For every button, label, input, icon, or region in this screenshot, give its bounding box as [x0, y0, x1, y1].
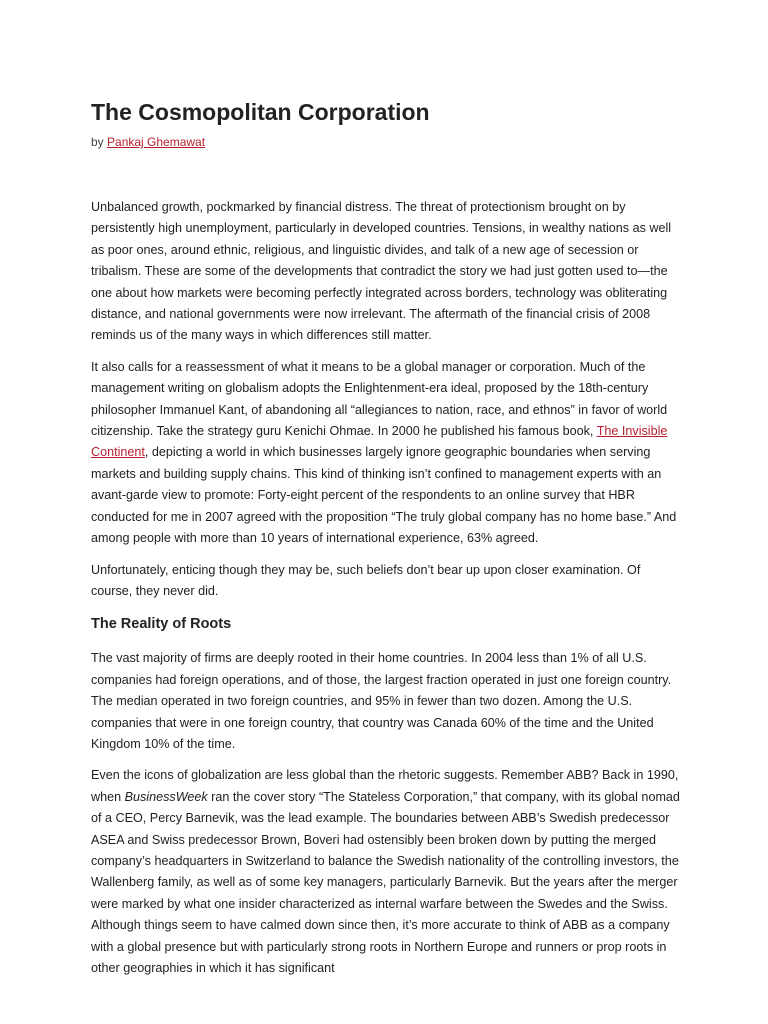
paragraph-4: The vast majority of firms are deeply rooted in their home countries. In 2004 less than 1% of all U.S. companies had foreign operations, and of those, the largest fraction operated in just one foreign country. The median operated in two foreign countries, and 95% in fewer than two dozen. Among the U.S. companies that were in one foreign country, that country was Canada 60% of the time and the United Kingdom 10% of the time. — [91, 651, 672, 751]
byline-prefix: by — [91, 135, 108, 149]
paragraph-5-text-a: Even the icons of globalization are less global than the rhetoric suggests. Remember ABB? Back in 1990, when — [91, 768, 679, 804]
article — [91, 98, 681, 989]
paragraph-1: Unbalanced growth, pockmarked by financial distress. The threat of protectionism brought on by persistently high unemployment, particularly in developed countries. Tensions, in wealthy nations as well as poor ones, around ethnic, religious, and linguistic divides, and talk of a new age of secession or tribalism. These are some of the developments that contradict the story we had just gotten used to—the one about how markets were becoming perfectly integrated across borders, technology was obliterating distance, and national governments were now irrelevant. The aftermath of the financial crisis of 2008 reminds us of the many ways in which differences still matter. — [91, 200, 672, 343]
section-heading: The Reality of Roots — [91, 616, 232, 633]
invisible-continent-link[interactable]: The Invisible Continent — [91, 424, 668, 460]
paragraph-2 — [91, 357, 681, 550]
paragraph-5 — [91, 765, 681, 979]
author-link[interactable]: Pankaj Ghemawat — [107, 135, 206, 149]
paragraph-3: Unfortunately, enticing though they may be, such beliefs don’t bear up upon closer examination. Of course, they never did. — [91, 562, 641, 598]
article-title: The Cosmopolitan Corporation — [91, 99, 430, 125]
paragraph-2-text-b: , depicting a world in which businesses largely ignore geographic boundaries when serving markets and building supply chains. This kind of thinking isn’t confined to management experts with an avant-garde view to promote: Forty-eight percent of the respondents to an online survey that HBR conducted for me in 2007 agreed with the proposition “The truly global company has no home base.” And among people with more than 10 years of international experience, 63% agreed. — [91, 445, 677, 546]
byline — [91, 134, 681, 150]
businessweek-title: BusinessWeek — [124, 789, 208, 804]
article-body — [91, 197, 681, 979]
paragraph-2-text-a: It also calls for a reassessment of what it means to be a global manager or corporation. Much of the management writing on globalism adopts the Enlightenment-era ideal, proposed by the 18th-century philosopher Immanuel Kant, of abandoning all “allegiances to nation, race, and ethnos” in favor of world citizenship. Take the strategy guru Kenichi Ohmae. In 2000 he published his famous book, — [91, 359, 668, 439]
paragraph-5-text-b: ran the cover story “The Stateless Corporation,” that company, with its global nomad of a CEO, Percy Barnevik, was the lead example. The boundaries between ABB’s Swedish predecessor ASEA and Swiss predecessor Brown, Boveri had ostensibly been broken down by putting the merged company’s headquarters in Switzerland to balance the Swedish nationality of the controlling investors, the Wallenberg family, as well as of some key managers, particularly Barnevik. But the years after the merger were marked by what one insider characterized as internal warfare between the Swedes and the Swiss. Although things seem to have calmed down since then, it’s more accurate to think of ABB as a company with a global presence but with particularly strong roots in Northern Europe and runners or prop roots in other geographies in which it has significant — [91, 789, 680, 975]
